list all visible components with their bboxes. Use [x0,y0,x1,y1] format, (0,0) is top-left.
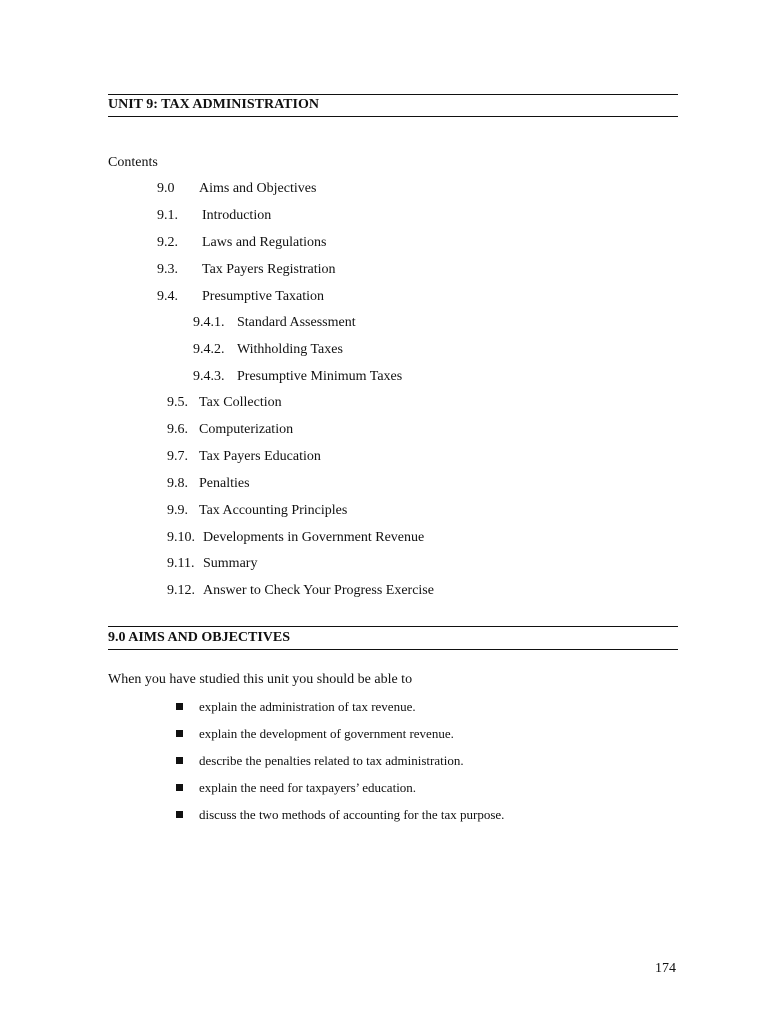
toc-item [193,341,343,359]
objective-text: discuss the two methods of accounting for the tax purpose. [199,807,505,822]
toc-item [157,234,326,252]
toc-item-number: 9.6. [167,422,188,437]
toc-item-number: 9.5. [167,395,188,410]
toc-item-title: Standard Assessment [237,315,356,330]
toc-item-title: Tax Accounting Principles [199,503,348,518]
toc-item [167,529,424,547]
toc-item-title: Developments in Government Revenue [203,530,425,545]
list-item [176,779,416,797]
toc-item-title: Introduction [202,208,272,223]
toc-item-number: 9.4.2. [193,342,225,357]
toc-item [167,582,434,600]
square-bullet-icon [176,703,183,710]
toc-item-number: 9.12. [167,583,195,598]
section-heading-bottom-rule [108,649,678,650]
objective-text: explain the administration of tax revenue. [199,699,416,714]
toc-item-number: 9.3. [157,262,178,277]
toc-item-title: Presumptive Minimum Taxes [237,369,403,384]
toc-item [167,421,293,439]
toc-item-number: 9.1. [157,208,178,223]
objective-text: explain the need for taxpayers’ education. [199,780,417,795]
contents-label: Contents [108,155,158,170]
toc-item-title: Aims and Objectives [199,181,317,196]
square-bullet-icon [176,811,183,818]
toc-item [167,475,250,493]
toc-item [157,261,336,279]
toc-item [193,368,402,386]
toc-item [157,180,316,198]
toc-item-title: Answer to Check Your Progress Exercise [203,583,434,598]
square-bullet-icon [176,757,183,764]
toc-item-number: 9.2. [157,235,178,250]
section-heading: 9.0 AIMS AND OBJECTIVES [108,630,291,645]
toc-item-number: 9.11. [167,556,195,571]
list-item [176,725,454,743]
square-bullet-icon [176,784,183,791]
toc-item [193,314,356,332]
toc-item-number: 9.4.1. [193,315,225,330]
list-item [176,806,504,824]
toc-item-title: Tax Collection [199,395,282,410]
toc-item-title: Laws and Regulations [202,235,327,250]
unit-heading-bottom-rule [108,116,678,117]
toc-item-number: 9.9. [167,503,188,518]
toc-item-number: 9.0 [157,181,175,196]
toc-item-title: Summary [203,556,258,571]
intro-text: When you have studied this unit you should be able to [108,672,413,687]
list-item [176,698,416,716]
toc-item [157,288,324,306]
list-item [176,752,464,770]
toc-item [157,207,271,225]
objective-text: explain the development of government revenue. [199,726,454,741]
toc-item-title: Withholding Taxes [237,342,343,357]
section-heading-top-rule [108,626,678,627]
toc-item [167,502,347,520]
toc-item [167,555,257,573]
toc-item [167,448,321,466]
unit-heading-top-rule [108,94,678,95]
toc-item-title: Presumptive Taxation [202,289,325,304]
objective-text: describe the penalties related to tax administration. [199,753,464,768]
toc-item-number: 9.7. [167,449,188,464]
toc-item [167,394,282,412]
toc-item-number: 9.10. [167,530,195,545]
toc-item-title: Tax Payers Education [199,449,321,464]
toc-item-title: Computerization [199,422,294,437]
toc-item-number: 9.8. [167,476,188,491]
square-bullet-icon [176,730,183,737]
page-number: 174 [655,961,676,976]
toc-item-title: Penalties [199,476,250,491]
toc-item-title: Tax Payers Registration [202,262,336,277]
toc-item-number: 9.4.3. [193,369,225,384]
toc-item-number: 9.4. [157,289,178,304]
unit-heading: UNIT 9: TAX ADMINISTRATION [108,97,319,112]
